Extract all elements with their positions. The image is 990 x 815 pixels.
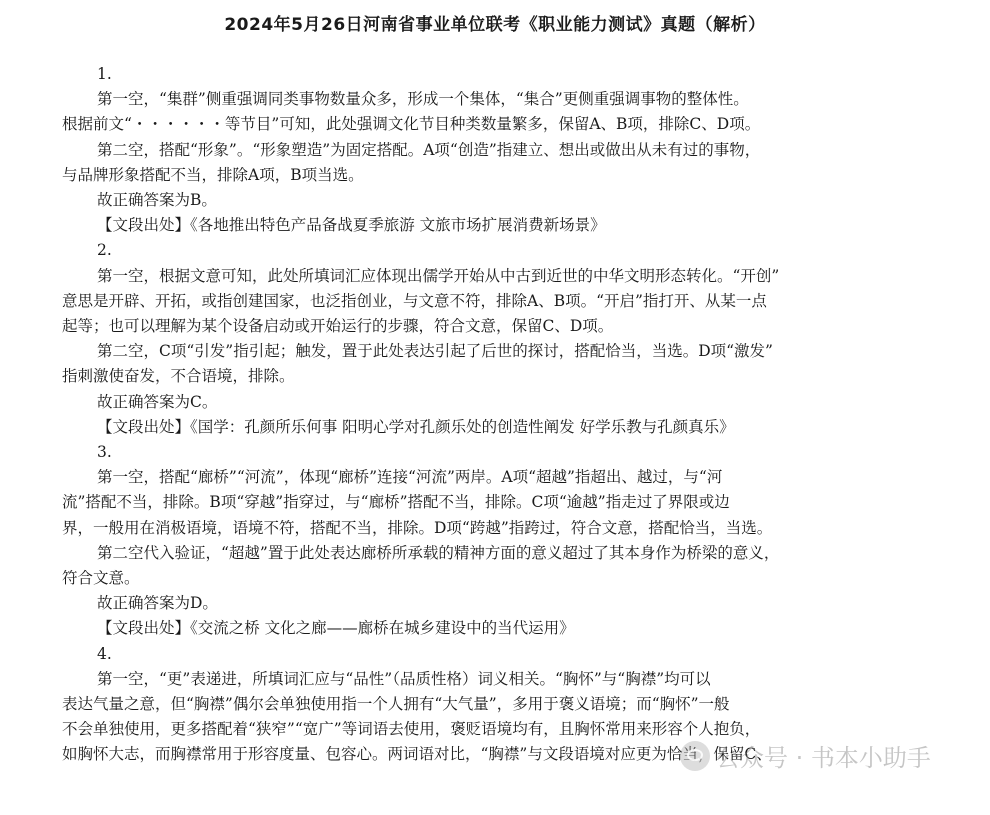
analysis-line: 第二空，搭配“形象”。“形象塑造”为固定搭配。A项“创造”指建立、想出或做出从未有过的事物， — [97, 140, 761, 159]
source-line: 【文段出处】《各地推出特色产品备战夏季旅游 文旅市场扩展消费新场景》 — [97, 216, 606, 235]
document-body — [62, 62, 912, 768]
answer-line: 故正确答案为C。 — [97, 392, 218, 411]
source-line: 【文段出处】《国学：孔颜所乐何事 阳明心学对孔颜乐处的创造性阐发 好学乐教与孔颜真乐》 — [97, 417, 735, 436]
analysis-line: 表达气量之意，但“胸襟”偶尔会单独使用指一个人拥有“大气量”，多用于褒义语境；而“胸怀”一般 — [62, 695, 730, 714]
analysis-line: 指刺激使奋发，不合语境，排除。 — [62, 367, 295, 386]
wechat-icon — [680, 741, 710, 771]
question-number: 1. — [97, 65, 112, 83]
analysis-line: 符合文意。 — [62, 569, 140, 588]
watermark — [680, 738, 931, 773]
analysis-line: 根据前文“・・・・・・等节目”可知，此处强调文化节目种类数量繁多，保留A、B项，排除C、D项。 — [62, 115, 761, 134]
question-number: 2. — [97, 241, 112, 260]
analysis-line: 第一空，搭配“廊桥”“河流”，体现“廊桥”连接“河流”两岸。A项“超越”指超出、越过，与“河 — [97, 468, 723, 487]
analysis-line: 界，一般用在消极语境，语境不符，搭配不当，排除。D项“跨越”指跨过，符合文意，搭配恰当，当选。 — [62, 518, 773, 537]
analysis-line: 第一空，“集群”侧重强调同类事物数量众多，形成一个集体，“集合”更侧重强调事物的整体性。 — [97, 90, 749, 109]
analysis-line: 流”搭配不当，排除。B项“穿越”指穿过，与“廊桥”搭配不当，排除。C项“逾越”指走过了界限或边 — [62, 493, 730, 512]
source-line: 【文段出处】《交流之桥 文化之廊——廊桥在城乡建设中的当代运用》 — [97, 619, 575, 638]
document-title: 2024年5月26日河南省事业单位联考《职业能力测试》真题（解析） — [224, 15, 766, 35]
analysis-line: 起等；也可以理解为某个设备启动或开始运行的步骤，符合文意，保留C、D项。 — [62, 317, 614, 336]
analysis-line: 与品牌形象搭配不当，排除A项，B项当选。 — [62, 165, 364, 184]
analysis-line: 第一空，“更”表递进，所填词汇应与“品性”（品质性格）词义相关。“胸怀”与“胸襟”均可以 — [97, 669, 711, 688]
analysis-line: 第二空，C项“引发”指引起；触发，置于此处表达引起了后世的探讨，搭配恰当，当选。D项“激发” — [97, 342, 773, 361]
analysis-line: 如胸怀大志，而胸襟常用于形容度量、包容心。两词语对比，“胸襟”与文段语境对应更为恰当，保留C、 — [62, 745, 772, 764]
answer-line: 故正确答案为B。 — [97, 191, 217, 210]
analysis-line: 意思是开辟、开拓，或指创建国家，也泛指创业，与文意不符，排除A、B项。“开启”指打开、从某一点 — [62, 291, 767, 310]
answer-line: 故正确答案为D。 — [97, 594, 218, 613]
analysis-line: 不会单独使用，更多搭配着“狭窄”“宽广”等词语去使用，褒贬语境均有，且胸怀常用来形容个人抱负， — [62, 720, 761, 739]
question-number: 4. — [97, 644, 112, 663]
question-number: 3. — [97, 443, 112, 462]
watermark-text: 公众号 · 书本小助手 — [716, 744, 931, 772]
analysis-line: 第一空，根据文意可知，此处所填词汇应体现出儒学开始从中古到近世的中华文明形态转化。“开创” — [97, 266, 780, 285]
analysis-line: 第二空代入验证，“超越”置于此处表达廊桥所承载的精神方面的意义超过了其本身作为桥梁的意义， — [97, 543, 780, 562]
